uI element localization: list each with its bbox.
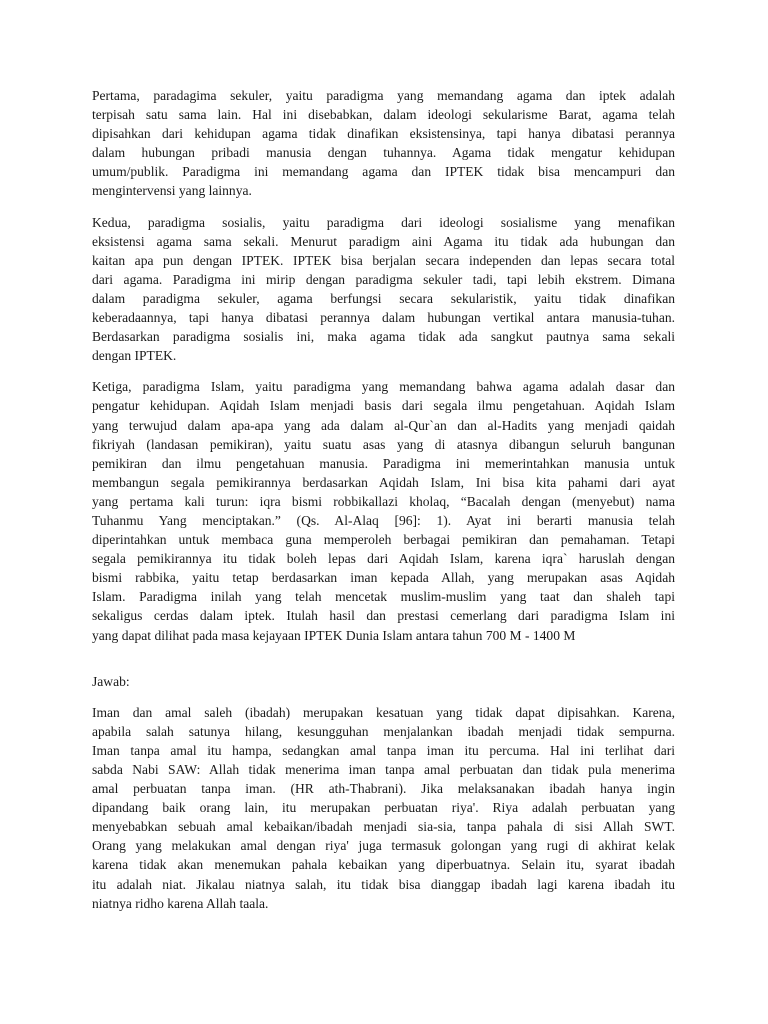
paragraph-answer [92, 703, 675, 913]
text-line: Pertama, paradagima sekuler, yaitu paradigma yang memandang agama dan iptek adalah [92, 88, 675, 103]
text-line: Kedua, paradigma sosialis, yaitu paradigma dari ideologi sosialisme yang menafikan [92, 214, 675, 230]
text-line: yang terwujud dalam apa-apa yang ada dalam al-Qur`an dan al-Hadits yang menjadi qaidah [92, 417, 675, 433]
text-line: sekaligus cerdas dalam iptek. Itulah hasil dan prestasi cemerlang dari paradigma Islam ini [92, 608, 675, 624]
text-line: amal perbuatan tanpa iman. (HR ath-Thabrani). Jika melaksanakan ibadah hanya ingin [92, 781, 675, 797]
paragraph-islam [92, 377, 675, 644]
text-line: dalam hubungan pribadi manusia dengan tuhannya. Agama tidak mengatur kehidupan [92, 145, 675, 161]
text-line: pemikiran dan ilmu pengetahuan manusia. Paradigma ini memerintahkan manusia untuk [92, 455, 675, 471]
paragraph-sekuler [92, 86, 675, 201]
text-line: Ketiga, paradigma Islam, yaitu paradigma yang memandang bahwa agama adalah dasar dan [92, 379, 675, 395]
text-line: apabila salah satunya hilang, kesungguhan menjalankan ibadah menjadi tidak sempurna. [92, 723, 675, 739]
text-line: mengintervensi yang lainnya. [92, 183, 252, 199]
text-line: Iman tanpa amal itu hampa, sedangkan amal tanpa iman itu percuma. Hal ini terlihat dari [92, 742, 675, 758]
text-line: yang pertama kali turun: iqra bismi robbikallazi kholaq, “Bacalah dengan (menyebut) nama [92, 493, 675, 509]
text-line: keberadaannya, tapi hanya dibatasi perannya dalam hubungan vertikal antara manusia-tuhan. [92, 310, 675, 326]
text-line: bismi rabbika, yaitu tetap berdasarkan iman kepada Allah, yang merupakan asas Aqidah [92, 570, 675, 586]
blank-line [92, 657, 675, 672]
text-line: Iman dan amal saleh (ibadah) merupakan kesatuan yang tidak dapat dipisahkan. Karena, [92, 704, 675, 720]
text-line: eksistensi agama sama sekali. Menurut paradigm aini Agama itu tidak ada hubungan dan [92, 233, 675, 249]
text-line: dipisahkan dari kehidupan agama tidak dinafikan eksistensinya, tapi hanya dibatasi perannya [92, 126, 675, 142]
text-line: dengan IPTEK. [92, 348, 177, 364]
text-line: diperintahkan untuk membaca guna memperoleh berbagai pemikiran dan pemahaman. Tetapi [92, 532, 675, 548]
text-line: kaitan apa pun dengan IPTEK. IPTEK bisa berjalan secara independen dan lepas secara total [92, 252, 675, 268]
text-line: dipandang baik orang lain, itu merupakan perbuatan riya'. Riya adalah perbuatan yang [92, 800, 675, 816]
text-line: Tuhanmu Yang menciptakan.” (Qs. Al-Alaq [96]: 1). Ayat ini berarti manusia telah [92, 512, 675, 528]
text-line: sabda Nabi SAW: Allah tidak menerima iman tanpa amal perbuatan dan tidak pula menerima [92, 762, 675, 777]
text-line: niatnya ridho karena Allah taala. [92, 895, 269, 911]
text-line: dari agama. Paradigma ini mirip dengan paradigma sekuler tadi, tapi lebih ekstrem. Dimana [92, 271, 675, 287]
document-page [92, 86, 675, 925]
text-line: itu adalah niat. Jikalau niatnya salah, itu tidak bisa dianggap ibadah lagi karena ibadah itu [92, 876, 675, 892]
text-line: Islam. Paradigma inilah yang telah mencetak muslim-muslim yang taat dan shaleh tapi [92, 589, 675, 605]
text-line: terpisah satu sama lain. Hal ini disebabkan, dalam ideologi sekularisme Barat, agama telah [92, 107, 675, 123]
text-line: karena tidak akan menemukan pahala kebaikan yang diperbuatnya. Selain itu, syarat ibadah [92, 857, 675, 873]
answer-label: Jawab: [92, 673, 130, 689]
paragraph-sosialis [92, 213, 675, 366]
text-line: yang dapat dilihat pada masa kejayaan IPTEK Dunia Islam antara tahun 700 M - 1400 M [92, 627, 576, 643]
text-line: umum/publik. Paradigma ini memandang agama dan IPTEK tidak bisa mencampuri dan [92, 164, 675, 180]
text-line: fikriyah (landasan pemikiran), yaitu suatu asas yang di atasnya dibangun seluruh bangunan [92, 436, 675, 452]
text-line: Berdasarkan paradigma sosialis ini, maka agama tidak ada sangkut pautnya sama sekali [92, 329, 675, 345]
text-line: segala pemikirannya itu tidak boleh lepas dari Aqidah Islam, karena iqra` haruslah dengan [92, 551, 675, 567]
text-line: dalam paradigma sekuler, agama berfungsi secara sekularistik, yaitu tidak dinafikan [92, 290, 675, 306]
text-line: menyebabkan sebuah amal kebaikan/ibadah menjadi sia-sia, tanpa pahala di sisi Allah SWT. [92, 819, 675, 835]
text-line: pengatur kehidupan. Aqidah Islam menjadi basis dari segala ilmu pengetahuan. Aqidah Islam [92, 398, 675, 414]
text-line: Orang yang melakukan amal dengan riya' juga termasuk golongan yang rugi di akhirat kelak [92, 838, 675, 854]
text-line: membangun segala pemikirannya berdasarkan Aqidah Islam, Ini bisa kita pahami dari ayat [92, 474, 675, 490]
